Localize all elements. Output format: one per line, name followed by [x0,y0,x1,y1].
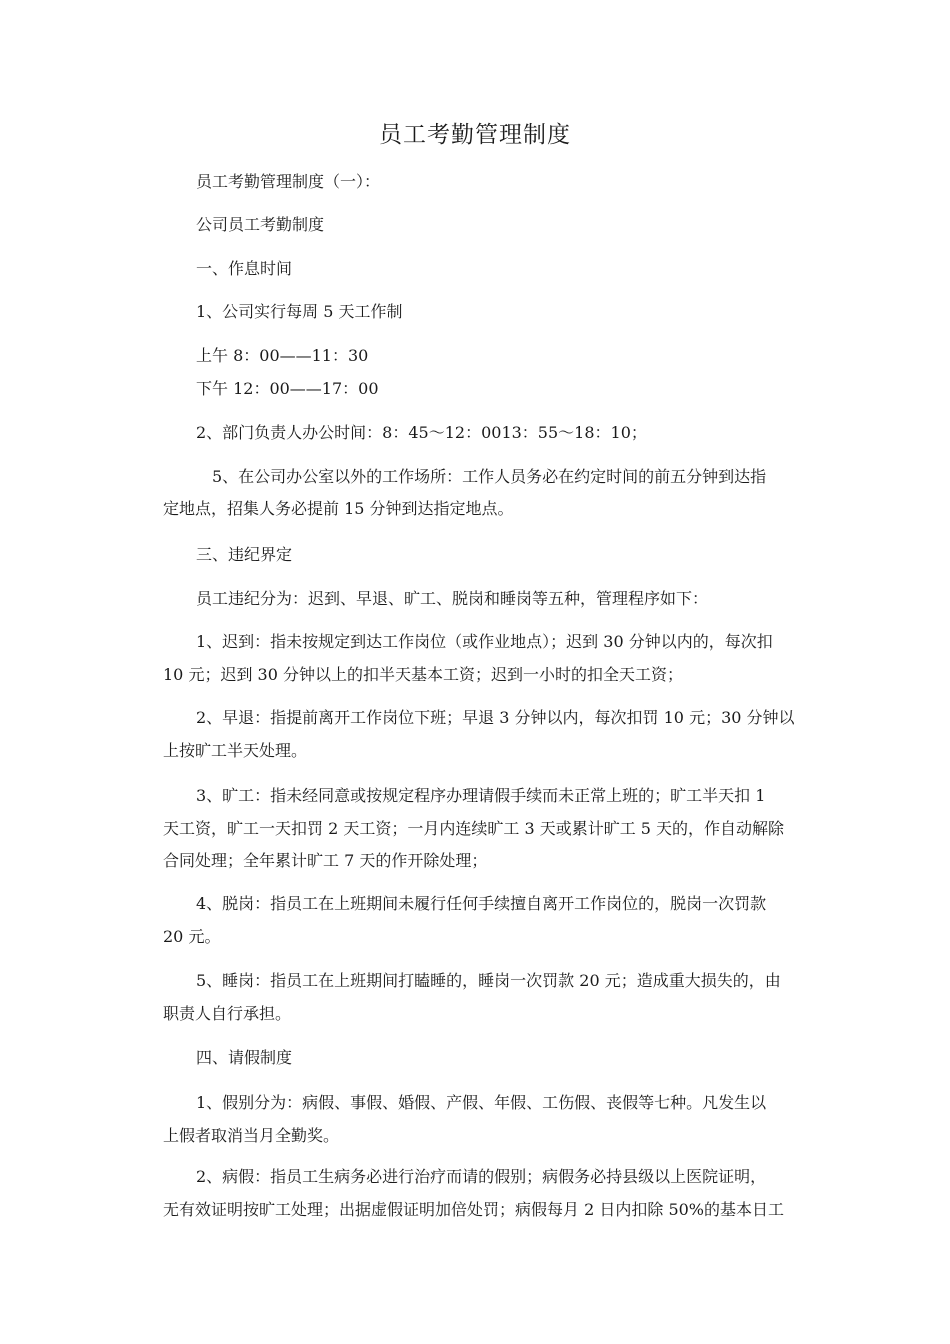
paragraph-line: 天工资，旷工一天扣罚 2 天工资；一月内连续旷工 3 天或累计旷工 5 天的，作自动解除 [163,819,785,838]
paragraph-line: 上按旷工半天处理。 [163,741,308,760]
paragraph-line: 上假者取消当月全勤奖。 [163,1126,340,1145]
paragraph-line: 5、睡岗：指员工在上班期间打瞌睡的，睡岗一次罚款 20 元；造成重大损失的，由 [196,971,781,990]
paragraph-line: 1、迟到：指未按规定到达工作岗位（或作业地点）；迟到 30 分钟以内的，每次扣 [196,632,773,651]
paragraph-line: 职责人自行承担。 [163,1004,292,1023]
paragraph-line: 上午 8：00——11：30 [196,346,369,365]
paragraph-line: 下午 12：00——17：00 [196,379,379,398]
paragraph-line: 2、早退：指提前离开工作岗位下班；早退 3 分钟以内，每次扣罚 10 元；30 分钟以 [196,708,795,727]
section-heading: 三、违纪界定 [196,545,293,564]
section-heading: 员工考勤管理制度（一）： [196,172,381,191]
paragraph-line: 1、假别分为：病假、事假、婚假、产假、年假、工伤假、丧假等七种。凡发生以 [196,1093,767,1112]
paragraph-line: 5、在公司办公室以外的工作场所：工作人员务必在约定时间的前五分钟到达指 [212,467,767,486]
section-heading: 公司员工考勤制度 [196,215,325,234]
document-title: 员工考勤管理制度 [379,122,571,148]
paragraph-line: 3、旷工：指未经同意或按规定程序办理请假手续而未正常上班的；旷工半天扣 1 [196,786,766,805]
section-heading: 四、请假制度 [196,1048,293,1067]
paragraph-line: 2、部门负责人办公时间：8：45～12：0013：55～18：10； [196,423,647,442]
section-heading: 一、作息时间 [196,259,293,278]
paragraph-line: 4、脱岗：指员工在上班期间未履行任何手续擅自离开工作岗位的，脱岗一次罚款 [196,894,767,913]
paragraph-line: 2、病假：指员工生病务必进行治疗而请的假别；病假务必持县级以上医院证明， [196,1167,767,1186]
paragraph-line: 无有效证明按旷工处理；出据虚假证明加倍处罚；病假每月 2 日内扣除 50%的基本日工 [163,1200,785,1219]
paragraph-line: 合同处理；全年累计旷工 7 天的作开除处理； [163,851,488,870]
paragraph-line: 定地点，招集人务必提前 15 分钟到达指定地点。 [163,499,514,518]
paragraph-line: 1、公司实行每周 5 天工作制 [196,302,403,321]
paragraph-line: 20 元。 [163,927,221,946]
paragraph-line: 员工违纪分为：迟到、早退、旷工、脱岗和睡岗等五种，管理程序如下： [196,589,709,608]
paragraph-line: 10 元；迟到 30 分钟以上的扣半天基本工资；迟到一小时的扣全天工资； [163,665,683,684]
